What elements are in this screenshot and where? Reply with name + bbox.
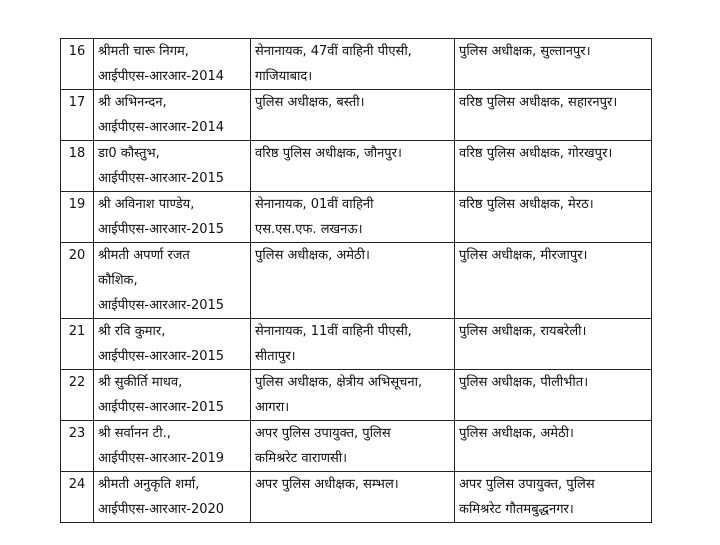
officer-name-cell [94,192,251,243]
officer-name-line: श्रीमती अपर्णा रजत [98,248,190,263]
current-posting-line: पुलिस अधीक्षक, बस्ती। [255,95,365,110]
officer-name-line: आईपीएस-आरआर-2019 [98,451,225,466]
current-posting-cell [251,370,455,421]
current-posting-cell [251,472,455,523]
serial-number: 18 [61,141,94,192]
serial-number: 22 [61,370,94,421]
current-posting-cell [251,90,455,141]
officer-name-line: आईपीएस-आरआर-2015 [98,171,225,186]
officer-name-line: श्रीमती चारू निगम, [98,44,189,59]
officer-name-cell [94,90,251,141]
table-row [61,39,652,90]
transfer-table [60,38,652,523]
new-posting-cell [455,141,652,192]
new-posting-line: वरिष्ठ पुलिस अधीक्षक, मेरठ। [459,197,594,212]
current-posting-cell [251,319,455,370]
officer-name-cell [94,243,251,319]
current-posting-line: एस.एस.एफ. लखनऊ। [255,222,363,237]
current-posting-line: अपर पुलिस उपायुक्त, पुलिस [255,426,391,441]
table-row [61,472,652,523]
new-posting-cell [455,90,652,141]
officer-name-line: श्री रवि कुमार, [98,324,166,339]
new-posting-cell [455,472,652,523]
new-posting-line: वरिष्ठ पुलिस अधीक्षक, गोरखपुर। [459,146,613,161]
current-posting-line: सेनानायक, 11वीं वाहिनी पीएसी, [255,324,412,339]
current-posting-cell [251,141,455,192]
current-posting-line: आगरा। [255,400,290,415]
serial-number: 20 [61,243,94,319]
officer-name-cell [94,370,251,421]
serial-number: 19 [61,192,94,243]
transfer-table-body [61,39,652,523]
officer-name-line: आईपीएस-आरआर-2015 [98,400,225,415]
officer-name-cell [94,472,251,523]
officer-name-line: आईपीएस-आरआर-2020 [98,502,225,517]
officer-name-cell [94,141,251,192]
current-posting-cell [251,243,455,319]
officer-name-line: श्री सर्वानन टी., [98,426,171,441]
table-row [61,421,652,472]
serial-number: 21 [61,319,94,370]
officer-name-line: श्री अभिनन्दन, [98,95,167,110]
serial-number: 17 [61,90,94,141]
table-row [61,90,652,141]
officer-name-line: आईपीएस-आरआर-2015 [98,349,225,364]
current-posting-line: सेनानायक, 47वीं वाहिनी पीएसी, [255,44,412,59]
table-row [61,370,652,421]
new-posting-cell [455,319,652,370]
current-posting-line: सीतापुर। [255,349,296,364]
new-posting-line: पुलिस अधीक्षक, रायबरेली। [459,324,587,339]
new-posting-line: कमिश्ररेट गौतमबुद्धनगर। [459,502,574,517]
current-posting-line: कमिश्ररेट वाराणसी। [255,451,348,466]
officer-name-cell [94,319,251,370]
officer-name-line: श्रीमती अनुकृति शर्मा, [98,477,200,492]
officer-name-line: डा0 कौस्तुभ, [98,146,160,161]
officer-name-cell [94,39,251,90]
new-posting-line: पुलिस अधीक्षक, मीरजापुर। [459,248,588,263]
new-posting-line: अपर पुलिस उपायुक्त, पुलिस [459,477,595,492]
current-posting-line: सेनानायक, 01वीं वाहिनी [255,197,374,212]
table-row [61,192,652,243]
serial-number: 24 [61,472,94,523]
current-posting-line: पुलिस अधीक्षक, अमेठी। [255,248,370,263]
new-posting-cell [455,39,652,90]
current-posting-cell [251,421,455,472]
table-row [61,141,652,192]
table-row [61,243,652,319]
serial-number: 23 [61,421,94,472]
new-posting-line: वरिष्ठ पुलिस अधीक्षक, सहारनपुर। [459,95,618,110]
new-posting-cell [455,192,652,243]
officer-name-line: कौशिक, [98,273,138,288]
new-posting-cell [455,243,652,319]
officer-name-line: आईपीएस-आरआर-2014 [98,69,225,84]
new-posting-line: पुलिस अधीक्षक, पीलीभीत। [459,375,589,390]
current-posting-line: गाजियाबाद। [255,69,313,84]
current-posting-cell [251,39,455,90]
serial-number: 16 [61,39,94,90]
officer-name-line: आईपीएस-आरआर-2015 [98,222,225,237]
current-posting-line: वरिष्ठ पुलिस अधीक्षक, जौनपुर। [255,146,402,161]
new-posting-line: पुलिस अधीक्षक, सुल्तानपुर। [459,44,591,59]
officer-name-line: श्री सुकीर्ति माधव, [98,375,183,390]
officer-name-line: श्री अविनाश पाण्डेय, [98,197,195,212]
officer-name-cell [94,421,251,472]
current-posting-line: अपर पुलिस अधीक्षक, सम्भल। [255,477,399,492]
new-posting-cell [455,421,652,472]
new-posting-cell [455,370,652,421]
officer-name-line: आईपीएस-आरआर-2015 [98,298,225,313]
table-row [61,319,652,370]
officer-name-line: आईपीएस-आरआर-2014 [98,120,225,135]
current-posting-line: पुलिस अधीक्षक, क्षेत्रीय अभिसूचना, [255,375,423,390]
current-posting-cell [251,192,455,243]
new-posting-line: पुलिस अधीक्षक, अमेठी। [459,426,574,441]
